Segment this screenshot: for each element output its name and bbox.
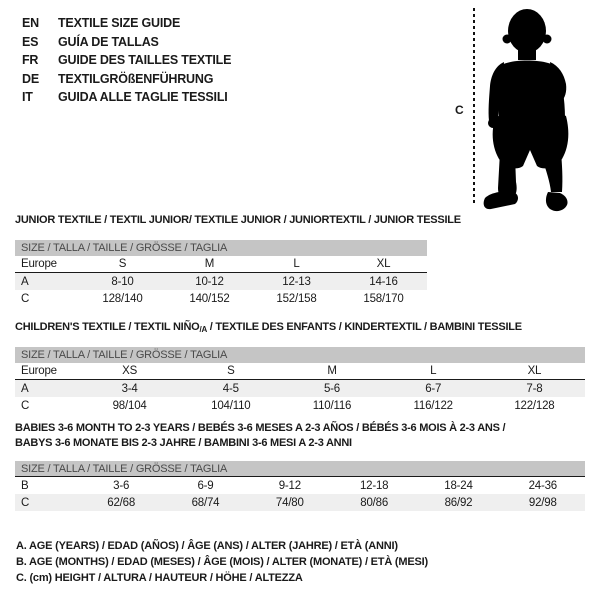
- table-cell: 152/158: [276, 292, 317, 305]
- table-row-months: [15, 477, 585, 494]
- language-row: [22, 88, 231, 107]
- table-cell: 3-6: [113, 479, 130, 492]
- table-row-height: [15, 397, 585, 414]
- language-row: [22, 33, 231, 52]
- table-row-age: [15, 273, 427, 290]
- size-table-babies: [15, 461, 585, 511]
- table-cell: 5-6: [323, 382, 341, 395]
- table-row-age: [15, 380, 585, 397]
- table-cell: 24-36: [528, 479, 558, 492]
- language-code: FR: [22, 53, 39, 68]
- row-label: C: [21, 399, 30, 412]
- language-title: GUÍA DE TALLAS: [58, 34, 159, 49]
- row-label: Europe: [21, 365, 57, 377]
- language-title-block: [22, 14, 231, 107]
- table-cell: 62/68: [107, 496, 136, 509]
- row-label: C: [21, 292, 30, 305]
- language-code: IT: [22, 90, 33, 105]
- language-row: [22, 51, 231, 70]
- baby-silhouette: [482, 6, 574, 212]
- row-label: Europe: [21, 258, 57, 270]
- junior-section-title: JUNIOR TEXTILE / TEXTIL JUNIOR/ TEXTILE JUNIOR / JUNIORTEXTIL / JUNIOR TESSILE: [15, 214, 461, 226]
- table-cell: 116/122: [413, 399, 453, 412]
- table-cell: 18-24: [444, 479, 473, 492]
- legend-block: [16, 538, 428, 586]
- language-row: [22, 14, 231, 33]
- size-header-bar: SIZE / TALLA / TAILLE / GRÖSSE / TAGLIA: [15, 240, 427, 256]
- table-cell: XS: [122, 365, 138, 377]
- table-cell: 6-9: [197, 479, 214, 492]
- language-title: GUIDA ALLE TAGLIE TESSILI: [58, 90, 228, 105]
- table-cell: XL: [527, 365, 542, 377]
- row-label: B: [21, 479, 29, 492]
- language-title: GUIDE DES TAILLES TEXTILE: [58, 53, 232, 68]
- size-table-children: [15, 347, 585, 414]
- table-row-europe: [15, 256, 427, 273]
- table-cell: M: [204, 258, 215, 270]
- children-title-subscript: /A: [199, 325, 207, 334]
- children-title-part1: CHILDREN'S TEXTILE / TEXTIL NIÑO: [15, 321, 200, 333]
- language-row: [22, 70, 231, 89]
- language-code: EN: [22, 16, 39, 31]
- row-label: A: [21, 382, 29, 395]
- size-header-bar: SIZE / TALLA / TAILLE / GRÖSSE / TAGLIA: [15, 347, 585, 363]
- table-cell: 98/104: [112, 399, 147, 412]
- table-cell: 80/86: [360, 496, 389, 509]
- language-title: TEXTILE SIZE GUIDE: [58, 16, 181, 31]
- table-cell: 6-7: [425, 382, 442, 395]
- table-cell: S: [227, 365, 235, 377]
- language-code: DE: [22, 71, 39, 86]
- babies-title-line1: BABIES 3-6 MONTH TO 2-3 YEARS / BEBÉS 3-6 MESES A 2-3 AÑOS / BÉBÉS 3-6 MOIS À 2-3 ANS /: [15, 422, 506, 434]
- row-label: A: [21, 275, 29, 288]
- table-cell: 74/80: [275, 496, 304, 509]
- babies-title-line2: BABYS 3-6 MONATE BIS 2-3 JAHRE / BAMBINI 3-6 MESI A 2-3 ANNI: [15, 437, 352, 449]
- legend-line-b: B. AGE (MONTHS) / EDAD (MESES) / ÂGE (MOIS) / ALTER (MONATE) / ETÀ (MESI): [16, 556, 428, 568]
- table-cell: L: [430, 365, 437, 377]
- size-table-junior: [15, 240, 427, 307]
- table-cell: 8-10: [111, 275, 134, 288]
- table-cell: 86/92: [444, 496, 473, 509]
- table-cell: 12-13: [282, 275, 311, 288]
- language-code: ES: [22, 34, 39, 49]
- height-measure-dashed-line: [473, 8, 475, 206]
- table-cell: 14-16: [369, 275, 398, 288]
- table-cell: 3-4: [121, 382, 138, 395]
- table-cell: XL: [376, 258, 391, 270]
- table-cell: 104/110: [211, 399, 251, 412]
- babies-section-title: [15, 421, 505, 451]
- row-label: C: [21, 496, 30, 509]
- table-cell: 9-12: [278, 479, 301, 492]
- table-cell: S: [118, 258, 127, 270]
- height-measure-label: C: [455, 103, 464, 117]
- table-cell: 110/116: [312, 399, 352, 412]
- language-title: TEXTILGRÖßENFÜHRUNG: [58, 71, 214, 86]
- table-cell: 158/170: [363, 292, 404, 305]
- legend-line-a: A. AGE (YEARS) / EDAD (AÑOS) / ÂGE (ANS) / ALTER (JAHRE) / ETÀ (ANNI): [16, 540, 398, 552]
- size-header-bar: SIZE / TALLA / TAILLE / GRÖSSE / TAGLIA: [15, 461, 585, 477]
- table-row-height: [15, 494, 585, 511]
- table-cell: 128/140: [102, 292, 143, 305]
- table-cell: 4-5: [222, 382, 239, 395]
- table-row-height: [15, 290, 427, 307]
- table-cell: M: [327, 365, 337, 377]
- table-cell: 12-18: [359, 479, 389, 492]
- table-cell: 10-12: [195, 275, 224, 288]
- table-cell: L: [293, 258, 300, 270]
- table-cell: 92/98: [528, 496, 557, 509]
- children-section-title: [15, 321, 522, 334]
- table-cell: 140/152: [189, 292, 230, 305]
- table-cell: 122/128: [514, 399, 555, 412]
- table-cell: 7-8: [526, 382, 543, 395]
- table-cell: 68/74: [191, 496, 220, 509]
- legend-line-c: C. (cm) HEIGHT / ALTURA / HAUTEUR / HÖHE / ALTEZZA: [16, 572, 303, 584]
- children-title-part2: / TEXTILE DES ENFANTS / KINDERTEXTIL / BAMBINI TESSILE: [206, 321, 522, 333]
- table-row-europe: [15, 363, 585, 380]
